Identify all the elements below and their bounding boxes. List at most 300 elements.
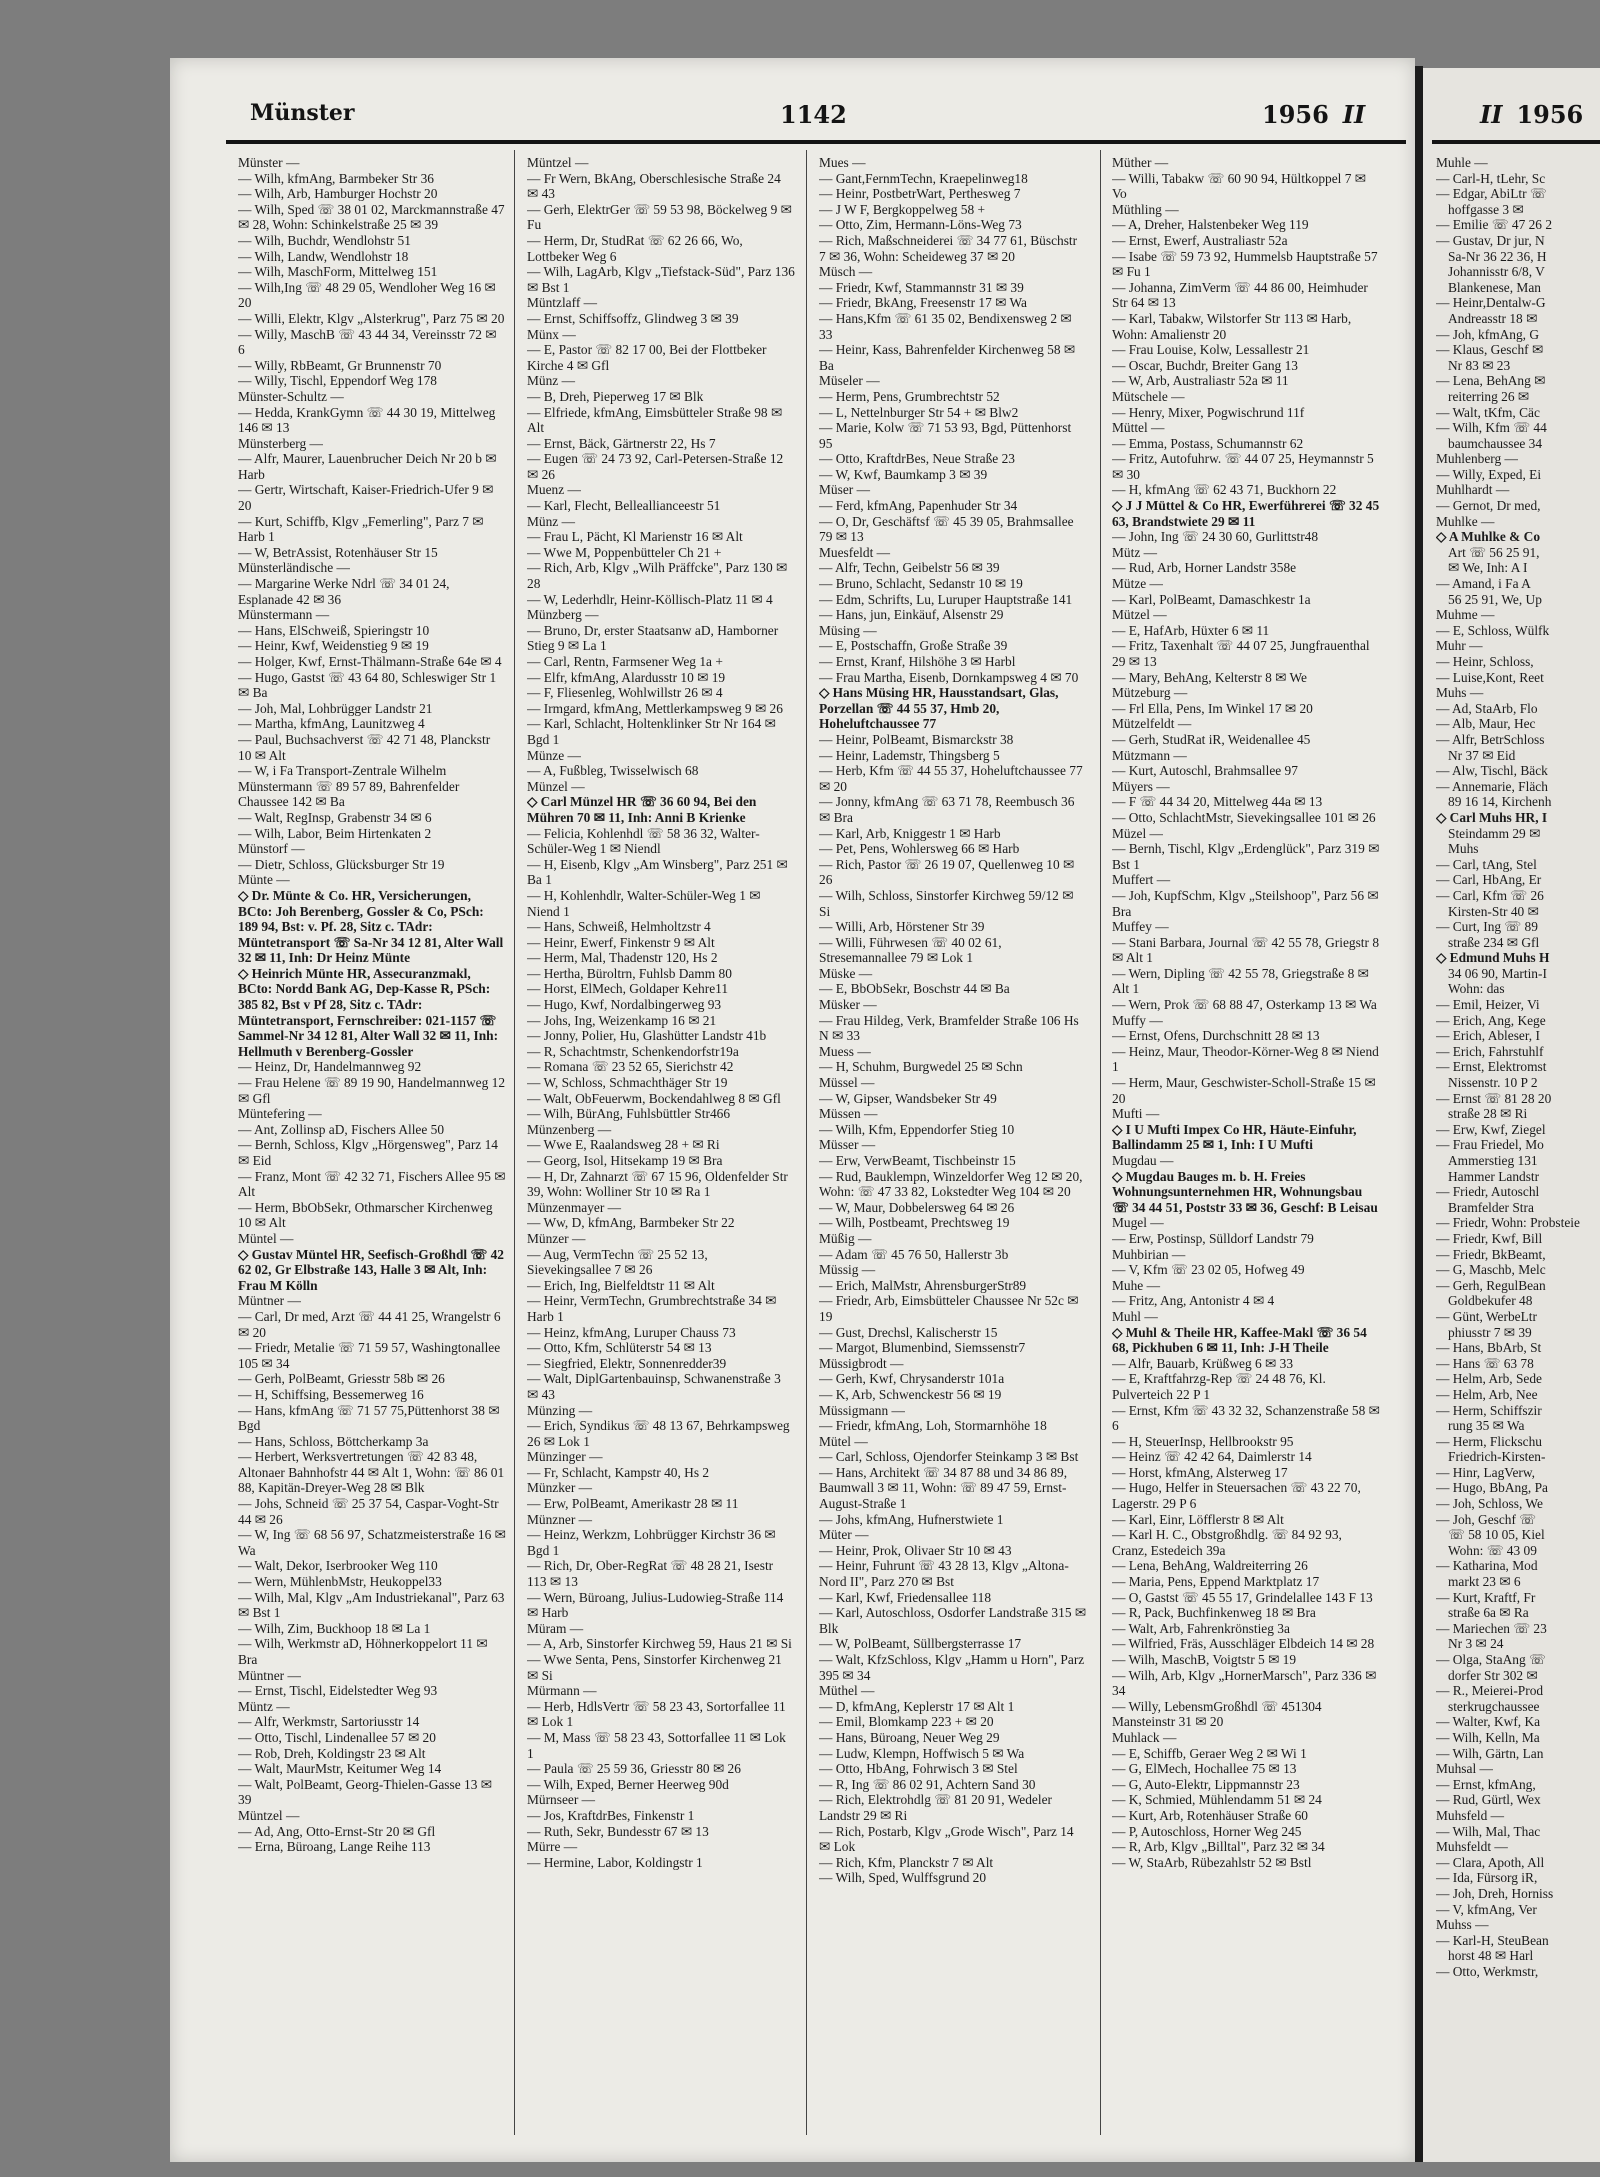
directory-entry: — Rich, Maßschneiderei ☏ 34 77 61, Büschstr 7 ✉ 36, Wohn: Scheideweg 37 ✉ 20 — [819, 232, 1078, 264]
directory-entry: — A, Fußbleg, Twisselwisch 68 — [527, 763, 699, 779]
directory-entry: straße 6a ✉ Ra — [1448, 1605, 1529, 1621]
directory-entry: straße 28 ✉ Ri — [1448, 1106, 1528, 1122]
edition-volume: II — [1342, 100, 1366, 129]
directory-entry: — Karl, Autoschloss, Osdorfer Landstraße 315 ✉ Blk — [819, 1605, 1087, 1636]
directory-entry: — Hinr, LagVerw, — [1436, 1464, 1535, 1480]
directory-entry: — Karl, Tabakw, Wilstorfer Str 113 ✉ Harb, Wohn: Amalienstr 20 — [1112, 310, 1352, 342]
directory-entry: Münzinger — — [527, 1449, 603, 1465]
directory-entry: — Erich, Syndikus ☏ 48 13 67, Behrkampsweg 26 ✉ Lok 1 — [527, 1418, 790, 1449]
directory-entry: — Felicia, Kohlenhdl ☏ 58 36 32, Walter-Schüler-Weg 1 ✉ Niendl — [527, 825, 760, 857]
directory-entry: — Wilh, BürAng, Fuhlsbüttler Str466 — [527, 1106, 731, 1122]
directory-entry: — G, Maschb, Melc — [1436, 1262, 1546, 1278]
directory-entry: Bramfelder Stra — [1448, 1199, 1534, 1215]
directory-entry: Müther — — [1112, 155, 1169, 170]
directory-entry: — Hugo, Gastst ☏ 43 64 80, Schleswiger Str 1 ✉ Ba — [238, 669, 497, 701]
directory-entry: — Jonny, kfmAng ☏ 63 71 78, Reembusch 36 ✉ Bra — [819, 794, 1075, 825]
directory-entry: — Wilh, Mal, Thac — [1436, 1823, 1541, 1839]
directory-entry: ◇ Gustav Müntel HR, Seefisch-Großhdl ☏ 42 62 02, Gr Elbstraße 143, Halle 3 ✉ Alt, Inh: Frau M Kölln — [238, 1246, 504, 1293]
directory-entry: — Bernh, Tischl, Klgv „Erdenglück", Parz 319 ✉ Bst 1 — [1112, 841, 1380, 872]
directory-entry: Muhl — — [1112, 1308, 1158, 1324]
directory-entry: — Eugen ☏ 24 73 92, Carl-Petersen-Straße 12 ✉ 26 — [527, 451, 784, 482]
directory-entry: — Wilh, Exped, Berner Heerweg 90d — [527, 1776, 729, 1792]
directory-entry: — Gust, Drechsl, Kalischerstr 15 — [819, 1324, 998, 1340]
directory-entry: — O, Dr, Geschäftsf ☏ 45 39 05, Brahmsallee 79 ✉ 13 — [819, 513, 1074, 545]
directory-entry: Münster-Schultz — — [238, 388, 344, 404]
directory-entry: — Rud, Gürtl, Wex — [1436, 1792, 1541, 1808]
directory-entry: — Adam ☏ 45 76 50, Hallerstr 3b — [819, 1246, 1009, 1262]
directory-entry: Mütel — — [819, 1433, 868, 1449]
directory-entry: — Oscar, Buchdr, Breiter Gang 13 — [1112, 357, 1298, 373]
directory-entry: — Horst, kfmAng, Alsterweg 17 — [1112, 1464, 1288, 1480]
directory-entry: Hammer Landstr — [1448, 1168, 1540, 1184]
directory-entry: — Joh, kfmAng, G — [1436, 326, 1540, 342]
directory-entry: ◇ I U Mufti Impex Co HR, Häute-Einfuhr, Ballindamm 25 ✉ 1, Inh: I U Mufti — [1112, 1121, 1357, 1153]
directory-entry: Steindamm 29 ✉ — [1448, 825, 1541, 841]
directory-entry: — Heinz, Maur, Theodor-Körner-Weg 8 ✉ Niend 1 — [1112, 1043, 1379, 1075]
directory-entry: — H, Eisenb, Klgv „Am Winsberg", Parz 251 ✉ Ba 1 — [527, 856, 788, 888]
directory-entry: — Friedr, Wohn: Probsteie — [1436, 1215, 1580, 1231]
directory-entry: Wohn: ☏ 43 09 — [1448, 1542, 1537, 1558]
directory-entry: — Hedda, KrankGymn ☏ 44 30 19, Mittelweg 146 ✉ 13 — [238, 404, 496, 436]
directory-entry: — Willi, Tabakw ☏ 60 90 94, Hültkoppel 7 ✉ Vo — [1112, 170, 1366, 202]
directory-entry: — R, Arb, Klgv „Billtal", Parz 32 ✉ 34 — [1112, 1839, 1325, 1855]
directory-entry: — Herm, Mal, Thadenstr 120, Hs 2 — [527, 950, 718, 966]
directory-entry: Münzer — — [527, 1230, 586, 1246]
directory-entry: — Walt, Arb, Fahrenkrönstieg 3a — [1112, 1620, 1290, 1636]
directory-entry: — H, kfmAng ☏ 62 43 71, Buckhorn 22 — [1112, 482, 1337, 498]
directory-entry: — Friedr, Metalie ☏ 71 59 57, Washingtonallee 105 ✉ 34 — [238, 1340, 501, 1371]
directory-entry: — Wilh, Landw, Wendlohstr 18 — [238, 248, 409, 264]
directory-entry: — Herbert, Werksvertretungen ☏ 42 83 48, Altonaer Bahnhofstr 44 ✉ Alt 1, Wohn: ☏ 86 01 88, Kapitän-Dreyer-Weg 28 ✉ Blk — [238, 1449, 505, 1496]
directory-entry: — Ernst, Tischl, Eidelstedter Weg 93 — [238, 1683, 438, 1699]
directory-entry: — W, i Fa Transport-Zentrale Wilhelm Münstermann ☏ 89 57 89, Bahrenfelder Chaussee 142 ✉ Ba — [238, 763, 460, 810]
directory-entry: — Carl, tAng, Stel — [1436, 856, 1537, 872]
directory-entry: — John, Ing ☏ 24 30 60, Gurlittstr48 — [1112, 529, 1319, 545]
directory-entry: — Erw, PolBeamt, Amerikastr 28 ✉ 11 — [527, 1496, 739, 1512]
directory-entry: Müsker — — [819, 997, 877, 1013]
directory-entry: — Rich, Pastor ☏ 26 19 07, Quellenweg 10 ✉ 26 — [819, 856, 1075, 888]
column-separator — [806, 150, 807, 2135]
directory-entry: — Willy, Tischl, Eppendorf Weg 178 — [238, 373, 437, 389]
directory-entry: — Friedr, Kwf, Stammannstr 31 ✉ 39 — [819, 279, 1024, 295]
directory-entry: — Wern, MühlenbMstr, Heukoppel33 — [238, 1574, 442, 1590]
directory-entry: — Friedr, Kwf, Bill — [1436, 1230, 1543, 1246]
directory-entry: Mützeburg — — [1112, 685, 1188, 701]
directory-entry: — Ernst ☏ 81 28 20 — [1436, 1090, 1552, 1106]
directory-entry: Müyers — — [1112, 778, 1170, 794]
directory-entry: — Friedr, Arb, Eimsbütteler Chaussee Nr 52c ✉ 19 — [819, 1293, 1079, 1324]
directory-entry: — H, Dr, Zahnarzt ☏ 67 15 96, Oldenfelder Str 39, Wohn: Wolliner Str 10 ✉ Ra 1 — [527, 1168, 788, 1200]
directory-entry: — Hugo, Kwf, Nordalbingerweg 93 — [527, 997, 722, 1013]
directory-column-4 — [1112, 155, 1380, 2130]
directory-entry: Müssig — — [819, 1262, 876, 1278]
directory-entry: Muffert — — [1112, 872, 1171, 888]
next-page-header-rule — [1432, 140, 1600, 144]
directory-entry: — Joh, Mal, Lohbrügger Landstr 21 — [238, 700, 433, 716]
directory-entry: Müntz — — [238, 1698, 290, 1714]
directory-entry: — P, Autoschloss, Horner Weg 245 — [1112, 1823, 1302, 1839]
directory-entry: Müsch — — [819, 264, 873, 280]
directory-entry: Muhsfeldt — — [1436, 1839, 1508, 1855]
directory-entry: — Romana ☏ 23 52 65, Sierichstr 42 — [527, 1059, 734, 1075]
directory-entry: — Karl, Kwf, Friedensallee 118 — [819, 1589, 992, 1605]
directory-entry: Münzenmayer — — [527, 1199, 622, 1215]
next-page-year: 1956 — [1516, 100, 1584, 129]
directory-entry: Muhlhardt — — [1436, 482, 1510, 498]
directory-entry: — Heinr, Schloss, — [1436, 654, 1534, 669]
directory-entry: — Karl, Arb, Kniggestr 1 ✉ Harb — [819, 825, 1001, 841]
page-header-edition — [1262, 100, 1365, 134]
directory-entry: Münx — — [527, 326, 576, 342]
next-page-header — [1480, 100, 1583, 134]
directory-entry: — Karl-H, SteuBean — [1436, 1932, 1549, 1948]
directory-entry: — Erich, Ing, Bielfeldtstr 11 ✉ Alt — [527, 1277, 715, 1293]
directory-entry: — W, Maur, Dobbelersweg 64 ✉ 26 — [819, 1199, 1015, 1215]
edition-year: 1956 — [1262, 100, 1329, 129]
directory-entry: — Ernst, Bäck, Gärtnerstr 22, Hs 7 — [527, 435, 716, 451]
directory-entry: — Hans, kfmAng ☏ 71 57 75,Püttenhorst 38 ✉ Bgd — [238, 1402, 500, 1434]
directory-entry: — L, Nettelnburger Str 54 + ✉ Blw2 — [819, 404, 1019, 420]
directory-entry: — Otto, Tischl, Lindenallee 57 ✉ 20 — [238, 1729, 436, 1745]
directory-entry: — Heinr,Dentalw-G — [1436, 295, 1546, 311]
directory-entry: Müsing — — [819, 622, 877, 638]
directory-entry: — Alfr, Werkmstr, Sartoriusstr 14 — [238, 1714, 420, 1730]
directory-entry: Mütz — — [1112, 544, 1158, 560]
directory-entry: — Heinr, PostbetrWart, Perthesweg 7 — [819, 186, 1021, 202]
directory-entry: — Margarine Werke Ndrl ☏ 34 01 24, Esplanade 42 ✉ 36 — [238, 576, 450, 607]
directory-entry: Mufti — — [1112, 1106, 1160, 1122]
directory-entry: — Walt, tKfm, Cäc — [1436, 404, 1540, 420]
directory-entry: — Fritz, Autofuhrw. ☏ 44 07 25, Heymannstr 5 ✉ 30 — [1112, 451, 1374, 482]
directory-entry: Muhme — — [1436, 607, 1495, 623]
directory-entry: — W, Gipser, Wandsbeker Str 49 — [819, 1090, 997, 1106]
directory-entry: — Holger, Kwf, Ernst-Thälmann-Straße 64e ✉ 4 — [238, 654, 502, 669]
directory-entry: — Wilh, Kfm, Eppendorfer Stieg 10 — [819, 1121, 1015, 1137]
directory-entry: — Georg, Isol, Hitsekamp 19 ✉ Bra — [527, 1153, 723, 1168]
directory-entry: — Erich, Ang, Kege — [1436, 1012, 1546, 1028]
directory-entry: — Ernst, Schiffsoffz, Glindweg 3 ✉ 39 — [527, 310, 739, 326]
directory-entry: — Alfr, Maurer, Lauenbrucher Deich Nr 20 b ✉ Harb — [238, 451, 497, 482]
directory-entry: — W, Arb, Australiastr 52a ✉ 11 — [1112, 373, 1289, 389]
directory-entry: 34 06 90, Martin-I — [1448, 965, 1547, 981]
directory-entry: Muhlack — — [1112, 1729, 1177, 1745]
directory-entry: — Willy, LebensmGroßhdl ☏ 451304 Mansteinstr 31 ✉ 20 — [1112, 1698, 1322, 1730]
directory-entry: Müntefering — — [238, 1106, 322, 1122]
directory-entry: — Johs, Ing, Weizenkamp 16 ✉ 21 — [527, 1012, 717, 1028]
directory-entry: Muhlenberg — — [1436, 451, 1518, 467]
directory-entry: — Hans, BbArb, St — [1436, 1340, 1542, 1356]
directory-entry: — Herb, Kfm ☏ 44 55 37, Hoheluftchaussee 77 ✉ 20 — [819, 763, 1083, 794]
directory-entry: dorfer Str 302 ✉ — [1448, 1667, 1538, 1683]
directory-entry: — Ferd, kfmAng, Papenhuder Str 34 — [819, 498, 1018, 514]
directory-entry: — Walt, KfzSchloss, Klgv „Hamm u Horn", Parz 395 ✉ 34 — [819, 1652, 1085, 1683]
directory-entry: — Erw, Kwf, Ziegel — [1436, 1121, 1546, 1137]
directory-entry: — Franz, Mont ☏ 42 32 71, Fischers Allee 95 ✉ Alt — [238, 1168, 506, 1200]
directory-entry: — Willy, RbBeamt, Gr Brunnenstr 70 — [238, 357, 442, 373]
directory-entry: Müssigmann — — [819, 1402, 905, 1418]
directory-entry: ◇ Dr. Münte & Co. HR, Versicherungen, BCto: Joh Berenberg, Gossler & Co, PSch: 189 94, Bst: v. Pf. 28, Sitz c. TAdr: Müntetransport ☏ Sa-Nr 34 12 81, Alter Wall 32 ✉ 11, Inh: Dr Heinz Münte — [238, 887, 504, 966]
directory-entry: — Heinr, Kass, Bahrenfelder Kirchenweg 58 ✉ Ba — [819, 342, 1076, 373]
directory-entry: — Kurt, Arb, Rotenhäuser Straße 60 — [1112, 1807, 1308, 1823]
directory-entry: Müntzel — — [527, 155, 589, 170]
directory-entry: — F ☏ 44 34 20, Mittelweg 44a ✉ 13 — [1112, 794, 1323, 810]
directory-entry: — Otto, KraftdrBes, Neue Straße 23 — [819, 451, 1015, 467]
directory-entry: — Hugo, Helfer in Steuersachen ☏ 43 22 70, Lagerstr. 29 P 6 — [1112, 1480, 1361, 1512]
directory-entry: Muhsfeld — — [1436, 1807, 1505, 1823]
directory-entry: — Wern, Büroang, Julius-Ludowieg-Straße 114 ✉ Harb — [527, 1589, 784, 1621]
directory-entry: — G, ElMech, Hochallee 75 ✉ 13 — [1112, 1761, 1297, 1777]
directory-entry: — Wilh, Arb, Hamburger Hochstr 20 — [238, 186, 438, 202]
directory-entry: ◇ Muhl & Theile HR, Kaffee-Makl ☏ 36 54 68, Pickhuben 6 ✉ 11, Inh: J-H Theile — [1112, 1324, 1367, 1356]
directory-entry: — Gant,FernmTechn, Kraepelinweg18 — [819, 170, 1028, 186]
directory-entry: Münzel — — [527, 778, 585, 794]
directory-entry: — Jos, KraftdrBes, Finkenstr 1 — [527, 1807, 695, 1823]
directory-entry: — Joh, Geschf ☏ — [1436, 1511, 1537, 1527]
directory-entry: — Wwe E, Raalandsweg 28 + ✉ Ri — [527, 1137, 720, 1153]
directory-entry: Mugdau — — [1112, 1153, 1174, 1168]
directory-entry: — E, Kraftfahrzg-Rep ☏ 24 48 76, Kl. Pulverteich 22 P 1 — [1112, 1371, 1326, 1402]
directory-entry: — Hans, Architekt ☏ 34 87 88 und 34 86 89, Baumwall 3 ✉ 11, Wohn: ☏ 89 47 59, Ernst-August-Straße 1 — [819, 1464, 1068, 1512]
directory-entry: — E, Schloss, Wülfk — [1436, 622, 1550, 638]
directory-entry: ☏ 58 10 05, Kiel — [1448, 1527, 1545, 1543]
directory-entry: — Otto, HbAng, Fohrwisch 3 ✉ Stel — [819, 1761, 1018, 1777]
directory-entry: Nr 37 ✉ Eid — [1448, 747, 1516, 763]
directory-entry: — Carl-H, tLehr, Sc — [1436, 170, 1546, 186]
directory-entry: — Heinr, Lademstr, Thingsberg 5 — [819, 747, 1000, 763]
directory-entry: — Siegfried, Elektr, Sonnenredder39 — [527, 1355, 727, 1371]
directory-entry: Münsterländische — — [238, 560, 350, 576]
directory-entry: — Willy, Exped, Ei — [1436, 466, 1542, 482]
directory-entry: — Erna, Büroang, Lange Reihe 113 — [238, 1839, 431, 1855]
directory-entry: — Annemarie, Fläch — [1436, 778, 1548, 794]
directory-entry: — Emma, Postass, Schumannstr 62 — [1112, 435, 1304, 451]
directory-entry: — R, Ing ☏ 86 02 91, Achtern Sand 30 — [819, 1776, 1036, 1792]
directory-entry: — Heinr, Ewerf, Finkenstr 9 ✉ Alt — [527, 934, 715, 950]
directory-entry: Blankenese, Man — [1448, 279, 1541, 295]
directory-entry: Münze — — [527, 747, 581, 763]
directory-entry: — Frau Hildeg, Verk, Bramfelder Straße 106 Hs N ✉ 33 — [819, 1012, 1079, 1044]
directory-entry: — Herm, BbObSekr, Othmarscher Kirchenweg 10 ✉ Alt — [238, 1199, 493, 1231]
directory-entry: — Günt, WerbeLtr — [1436, 1308, 1537, 1324]
directory-entry: — Otto, Zim, Hermann-Löns-Weg 73 — [819, 217, 1022, 233]
directory-entry: Mütze — — [1112, 576, 1163, 592]
directory-column-1 — [238, 155, 506, 2130]
directory-entry: — Wilh, Mal, Klgv „Am Industriekanal", Parz 63 ✉ Bst 1 — [238, 1589, 505, 1621]
directory-entry: Müthling — — [1112, 201, 1179, 217]
directory-entry: Mützmann — — [1112, 747, 1187, 763]
directory-entry: — Erw, VerwBeamt, Tischbeinstr 15 — [819, 1153, 1016, 1168]
directory-entry: — Willi, Führwesen ☏ 40 02 61, Stresemannallee 79 ✉ Lok 1 — [819, 934, 1002, 966]
directory-entry: Nissenstr. 10 P 2 — [1448, 1075, 1538, 1091]
directory-entry: — Edm, Schrifts, Lu, Luruper Hauptstraße 141 — [819, 591, 1073, 607]
directory-entry: 56 25 91, We, Up — [1448, 591, 1542, 607]
directory-entry: — Heinr, Kwf, Weidenstieg 9 ✉ 19 — [238, 638, 429, 654]
directory-entry: — Hans ☏ 63 78 — [1436, 1355, 1534, 1371]
directory-entry: Müßig — — [819, 1230, 872, 1246]
directory-entry: — Fr Wern, BkAng, Oberschlesische Straße 24 ✉ 43 — [527, 170, 781, 202]
directory-entry: — Frau Friedel, Mo — [1436, 1137, 1544, 1153]
directory-entry: — Bruno, Schlacht, Sedanstr 10 ✉ 19 — [819, 576, 1023, 592]
directory-entry: ✉ We, Inh: A I — [1448, 560, 1528, 576]
directory-entry: — Hans, Schweiß, Helmholtzstr 4 — [527, 919, 711, 935]
directory-entry: — Hertha, Büroltrn, Fuhlsb Damm 80 — [527, 965, 732, 981]
directory-entry: — Gertr, Wirtschaft, Kaiser-Friedrich-Ufer 9 ✉ 20 — [238, 482, 494, 514]
directory-entry: — Carl, Rentn, Farmsener Weg 1a + — [527, 654, 723, 669]
directory-entry: Muess — — [819, 1043, 871, 1059]
directory-entry: — Walt, DiplGartenbauinsp, Schwanenstraße 3 ✉ 43 — [527, 1371, 781, 1402]
directory-entry: Nr 83 ✉ 23 — [1448, 357, 1511, 373]
directory-entry: — Wilh, Gärtn, Lan — [1436, 1745, 1544, 1761]
directory-entry: — Alfr, Bauarb, Krüßweg 6 ✉ 33 — [1112, 1355, 1294, 1371]
directory-entry: Ammerstieg 131 — [1448, 1153, 1538, 1168]
directory-entry: — Elfriede, kfmAng, Eimsbütteler Straße 98 ✉ Alt — [527, 404, 783, 436]
directory-entry: — J W F, Bergkoppelweg 58 + — [819, 201, 986, 217]
directory-entry: — Frau Helene ☏ 89 19 90, Handelmannweg 12 ✉ Gfl — [238, 1075, 506, 1106]
directory-entry: — Hans,Kfm ☏ 61 35 02, Bendixensweg 2 ✉ 33 — [819, 310, 1072, 342]
directory-entry: Müntner — — [238, 1293, 301, 1309]
directory-entry: Münzner — — [527, 1511, 593, 1527]
directory-entry: Mugel — — [1112, 1215, 1164, 1231]
directory-entry: — Irmgard, kfmAng, Mettlerkampsweg 9 ✉ 26 — [527, 700, 783, 716]
directory-entry: — Heinr, PolBeamt, Bismarckstr 38 — [819, 731, 1014, 747]
directory-entry: — Wilh,Ing ☏ 48 29 05, Wendloher Weg 16 ✉ 20 — [238, 279, 496, 311]
directory-entry: — Wilh, Arb, Klgv „HornerMarsch", Parz 336 ✉ 34 — [1112, 1667, 1377, 1699]
directory-entry: — Kurt, Schiffb, Klgv „Femerling", Parz 7 ✉ Harb 1 — [238, 513, 484, 545]
directory-entry: — Emil, Blomkamp 223 + ✉ 20 — [819, 1714, 994, 1730]
directory-entry: — Alw, Tischl, Bäck — [1436, 763, 1548, 779]
directory-entry: — Bruno, Dr, erster Staatsanw aD, Hamborner Stieg 9 ✉ La 1 — [527, 622, 779, 654]
directory-entry: — Stani Barbara, Journal ☏ 42 55 78, Griegstr 8 ✉ Alt 1 — [1112, 934, 1380, 966]
directory-entry: — W, BetrAssist, Rotenhäuser Str 15 — [238, 544, 438, 560]
directory-entry: hoffgasse 3 ✉ — [1448, 201, 1524, 217]
directory-entry: — K, Schmied, Mühlendamm 51 ✉ 24 — [1112, 1792, 1322, 1808]
directory-entry: rung 35 ✉ Wa — [1448, 1418, 1525, 1434]
directory-entry: Johannisstr 6/8, V — [1448, 264, 1545, 280]
directory-entry: — Hugo, BbAng, Pa — [1436, 1480, 1548, 1496]
directory-entry: Muffey — — [1112, 919, 1169, 935]
directory-entry: — Amand, i Fa A — [1436, 576, 1531, 592]
directory-entry: — Kurt, Kraftf, Fr — [1436, 1589, 1536, 1605]
directory-entry: ◇ Carl Münzel HR ☏ 36 60 94, Bei den Mühren 70 ✉ 11, Inh: Anni B Krienke — [527, 794, 757, 825]
directory-entry: — H, Kohlenhdlr, Walter-Schüler-Weg 1 ✉ Niend 1 — [527, 887, 761, 919]
directory-entry: Muhr — — [1436, 638, 1483, 654]
directory-entry: Mürmann — — [527, 1683, 597, 1699]
directory-entry: Sa-Nr 36 22 36, H — [1448, 248, 1547, 264]
column-separator — [1100, 150, 1101, 2135]
directory-entry: Müsser — — [819, 1137, 876, 1153]
directory-entry: — Walter, Kwf, Ka — [1436, 1714, 1541, 1730]
header-rule — [226, 140, 1406, 144]
directory-entry: — Herm, Dr, StudRat ☏ 62 26 66, Wo, Lottbeker Weg 6 — [527, 232, 743, 264]
directory-entry: — Ant, Zollinsp aD, Fischers Allee 50 — [238, 1121, 445, 1137]
directory-entry: — G, Auto-Elektr, Lippmannstr 23 — [1112, 1776, 1300, 1792]
directory-entry: baumchaussee 34 — [1448, 435, 1543, 451]
directory-entry: Müntner — — [238, 1667, 301, 1683]
directory-entry: — Klaus, Geschf ✉ — [1436, 342, 1544, 358]
directory-entry: ◇ Mugdau Bauges m. b. H. Freies Wohnungsunternehmen HR, Wohnungsbau ☏ 34 44 51, Poststr 33 ✉ 36, Geschf: B Leisau — [1112, 1168, 1378, 1215]
directory-entry: — M, Mass ☏ 58 23 43, Sottorfallee 11 ✉ Lok 1 — [527, 1729, 786, 1761]
directory-entry: — Wilh, Kelln, Ma — [1436, 1729, 1540, 1745]
directory-entry: sterkrugchaussee — [1448, 1698, 1540, 1714]
directory-entry: Münzenberg — — [527, 1121, 612, 1137]
directory-entry: — Herm, Pens, Grumbrechtstr 52 — [819, 388, 1000, 404]
directory-entry: Muhss — — [1436, 1917, 1489, 1933]
directory-entry: — Katharina, Mod — [1436, 1558, 1538, 1574]
directory-entry: — Wwe Senta, Pens, Sinstorfer Kirchenweg 21 ✉ Si — [527, 1652, 782, 1683]
directory-entry: — Emil, Heizer, Vi — [1436, 997, 1540, 1013]
directory-entry: — W, Ing ☏ 68 56 97, Schatzmeisterstraße 16 ✉ Wa — [238, 1527, 506, 1558]
directory-entry: — Alb, Maur, Hec — [1436, 716, 1536, 732]
directory-entry: — Wilh, Zim, Buckhoop 18 ✉ La 1 — [238, 1620, 431, 1636]
directory-entry: Nr 3 ✉ 24 — [1448, 1636, 1504, 1652]
directory-entry: Müssigbrodt — — [819, 1355, 904, 1371]
directory-entry: — V, kfmAng, Ver — [1436, 1901, 1537, 1917]
page-header-city: Münster — [250, 100, 355, 126]
directory-entry: — Herm, Flickschu — [1436, 1433, 1542, 1449]
directory-entry: — Joh, KupfSchm, Klgv „Steilshoop", Parz 56 ✉ Bra — [1112, 887, 1379, 919]
directory-entry: — Willi, Arb, Hörstener Str 39 — [819, 919, 985, 935]
directory-entry: — Friedr, BkAng, Freesenstr 17 ✉ Wa — [819, 295, 1027, 311]
directory-entry: — Helm, Arb, Nee — [1436, 1386, 1538, 1402]
directory-entry: — Ludw, Klempn, Hoffwisch 5 ✉ Wa — [819, 1745, 1025, 1761]
directory-entry: — Lena, BehAng, Waldreiterring 26 — [1112, 1558, 1308, 1574]
directory-entry: — D, kfmAng, Keplerstr 17 ✉ Alt 1 — [819, 1698, 1015, 1714]
directory-entry: — Herm, Maur, Geschwister-Scholl-Straße 15 ✉ 20 — [1112, 1075, 1376, 1106]
directory-entry: — Heinr, Prok, Olivaer Str 10 ✉ 43 — [819, 1542, 1012, 1558]
directory-entry: ◇ Hans Müsing HR, Hausstandsart, Glas, Porzellan ☏ 44 55 37, Hmb 20, Hoheluftchaussee 77 — [819, 685, 1059, 732]
directory-entry: — K, Arb, Schwenckestr 56 ✉ 19 — [819, 1386, 1002, 1402]
directory-entry: — Wilh, MaschB, Voigtstr 5 ✉ 19 — [1112, 1652, 1297, 1667]
directory-entry: — Wern, Prok ☏ 68 88 47, Osterkamp 13 ✉ Wa — [1112, 997, 1377, 1013]
directory-entry: Art ☏ 56 25 91, — [1448, 544, 1540, 560]
directory-entry: ◇ A Muhlke & Co — [1436, 529, 1541, 545]
directory-entry: — Heinr, VermTechn, Grumbrechtstraße 34 ✉ Harb 1 — [527, 1293, 777, 1324]
directory-column-3 — [819, 155, 1087, 2130]
directory-entry: Münzing — — [527, 1402, 593, 1418]
directory-entry: ◇ J J Müttel & Co HR, Ewerführerei ☏ 32 45 63, Brandstwiete 29 ✉ 11 — [1112, 498, 1380, 529]
directory-entry: — Gerh, RegulBean — [1436, 1277, 1546, 1293]
directory-entry: — Ernst, Ewerf, Australiastr 52a — [1112, 232, 1288, 248]
directory-entry: — Marie, Kolw ☏ 71 53 93, Bgd, Püttenhorst 95 — [819, 420, 1072, 451]
directory-entry: Münstorf — — [238, 841, 305, 857]
directory-entry: Münz — — [527, 513, 575, 529]
directory-entry: — Rich, Arb, Klgv „Wilh Präffcke", Parz 130 ✉ 28 — [527, 560, 788, 592]
directory-entry: — E, HafArb, Hüxter 6 ✉ 11 — [1112, 622, 1270, 638]
directory-entry: Müttel — — [1112, 420, 1165, 436]
directory-entry: Muenz — — [527, 482, 581, 498]
directory-entry: — O, Gastst ☏ 45 55 17, Grindelallee 143 F 13 — [1112, 1589, 1373, 1605]
directory-entry: Münstermann — — [238, 607, 330, 623]
directory-entry: — Lena, BehAng ✉ — [1436, 373, 1546, 389]
directory-entry: — Otto, Kfm, Schlüterstr 54 ✉ 13 — [527, 1340, 712, 1356]
directory-entry: — Ernst, Kranf, Hilshöhe 3 ✉ Harbl — [819, 654, 1016, 669]
directory-entry: — Heinz, Dr, Handelmannweg 92 — [238, 1059, 422, 1075]
directory-entry: ◇ Heinrich Münte HR, Assecuranzmakl, BCto: Nordd Bank AG, Dep-Kasse R, PSch: 385 82, Bst v Pf 28, Sitz c. TAdr: Müntetransport, Fernschreiber: 021-1157 ☏ Sammel-Nr 34 12 81, Alter Wall 32 ✉ 11, Inh: Hellmuth v Berenberg-Gossler — [238, 965, 499, 1059]
directory-entry: — Rich, Elektrohdlg ☏ 81 20 91, Wedeler Landstr 29 ✉ Ri — [819, 1792, 1052, 1823]
directory-entry: — Pet, Pens, Wohlersweg 66 ✉ Harb — [819, 841, 1020, 857]
directory-column-2 — [527, 155, 795, 2130]
directory-entry: — Luise,Kont, Reet — [1436, 669, 1544, 685]
directory-entry: straße 234 ✉ Gfl — [1448, 934, 1540, 950]
directory-entry: — Mariechen ☏ 23 — [1436, 1620, 1547, 1636]
directory-entry: — Fritz, Taxenhalt ☏ 44 07 25, Jungfrauenthal 29 ✉ 13 — [1112, 638, 1370, 669]
directory-entry: Müntel — — [238, 1230, 294, 1246]
directory-entry: — Dietr, Schloss, Glücksburger Str 19 — [238, 856, 445, 872]
directory-entry: — R., Meierei-Prod — [1436, 1683, 1544, 1699]
directory-entry: Muhle — — [1436, 155, 1488, 170]
directory-entry: — Alfr, Techn, Geibelstr 56 ✉ 39 — [819, 560, 1000, 576]
directory-entry: Mues — — [819, 155, 866, 170]
